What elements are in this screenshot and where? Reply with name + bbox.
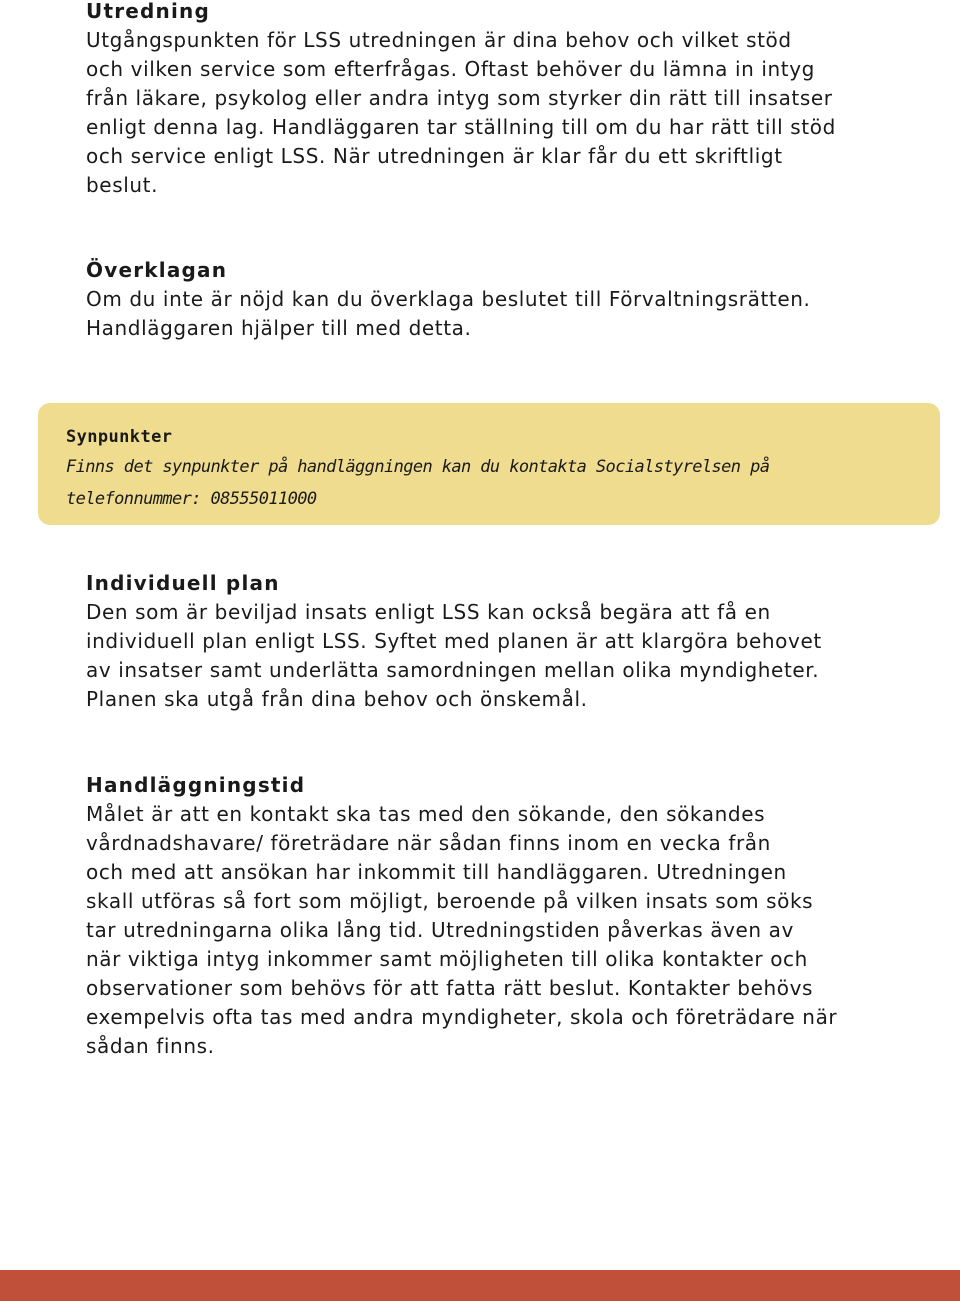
- heading-overklagan: Överklagan: [86, 258, 228, 282]
- body-synpunkter: Finns det synpunkter på handläggningen kan du kontakta Socialstyrelsen på telefonnummer: 08555011000: [66, 457, 770, 509]
- footer-bar: [0, 1270, 960, 1301]
- section-overklagan: [86, 256, 916, 343]
- heading-synpunkter: Synpunkter: [66, 427, 173, 447]
- section-individuell-plan: [86, 569, 916, 714]
- synpunkter-callout-content: [66, 423, 926, 515]
- body-utredning: Utgångspunkten för LSS utredningen är dina behov och vilket stöd och vilken service som efterfrågas. Oftast behöver du lämna in intyg från läkare, psykolog eller andra intyg som styrker din rätt till insatser enligt denna lag. Handläggaren tar ställning till om du har rätt till stöd och service enligt LSS. När utredningen är klar får du ett skriftligt beslut.: [86, 28, 836, 197]
- synpunkter-callout: [38, 403, 940, 525]
- body-overklagan: Om du inte är nöjd kan du överklaga beslutet till Förvaltningsrätten. Handläggaren hjälper till med detta.: [86, 287, 811, 340]
- body-handlaggningstid: Målet är att en kontakt ska tas med den sökande, den sökandes vårdnadshavare/ företrädare när sådan finns inom en vecka från och med att ansökan har inkommit till handläggaren. Utredningen skall utföras så fort som möjligt, beroende på vilken insats som söks tar utredningarna olika lång tid. Utredningstiden påverkas även av när viktiga intyg inkommer samt möjligheten till olika kontakter och observationer som behövs för att fatta rätt beslut. Kontakter behövs exempelvis ofta tas med andra myndigheter, skola och företrädare när sådan finns.: [86, 802, 838, 1058]
- heading-individuell-plan: Individuell plan: [86, 571, 280, 595]
- section-handlaggningstid: [86, 771, 916, 1061]
- heading-handlaggningstid: Handläggningstid: [86, 773, 306, 797]
- section-utredning: [86, 0, 916, 200]
- heading-utredning: Utredning: [86, 0, 210, 23]
- body-individuell-plan: Den som är beviljad insats enligt LSS kan också begära att få en individuell plan enligt LSS. Syftet med planen är att klargöra behovet av insatser samt underlätta samordningen mellan olika myndigheter. Planen ska utgå från dina behov och önskemål.: [86, 600, 822, 711]
